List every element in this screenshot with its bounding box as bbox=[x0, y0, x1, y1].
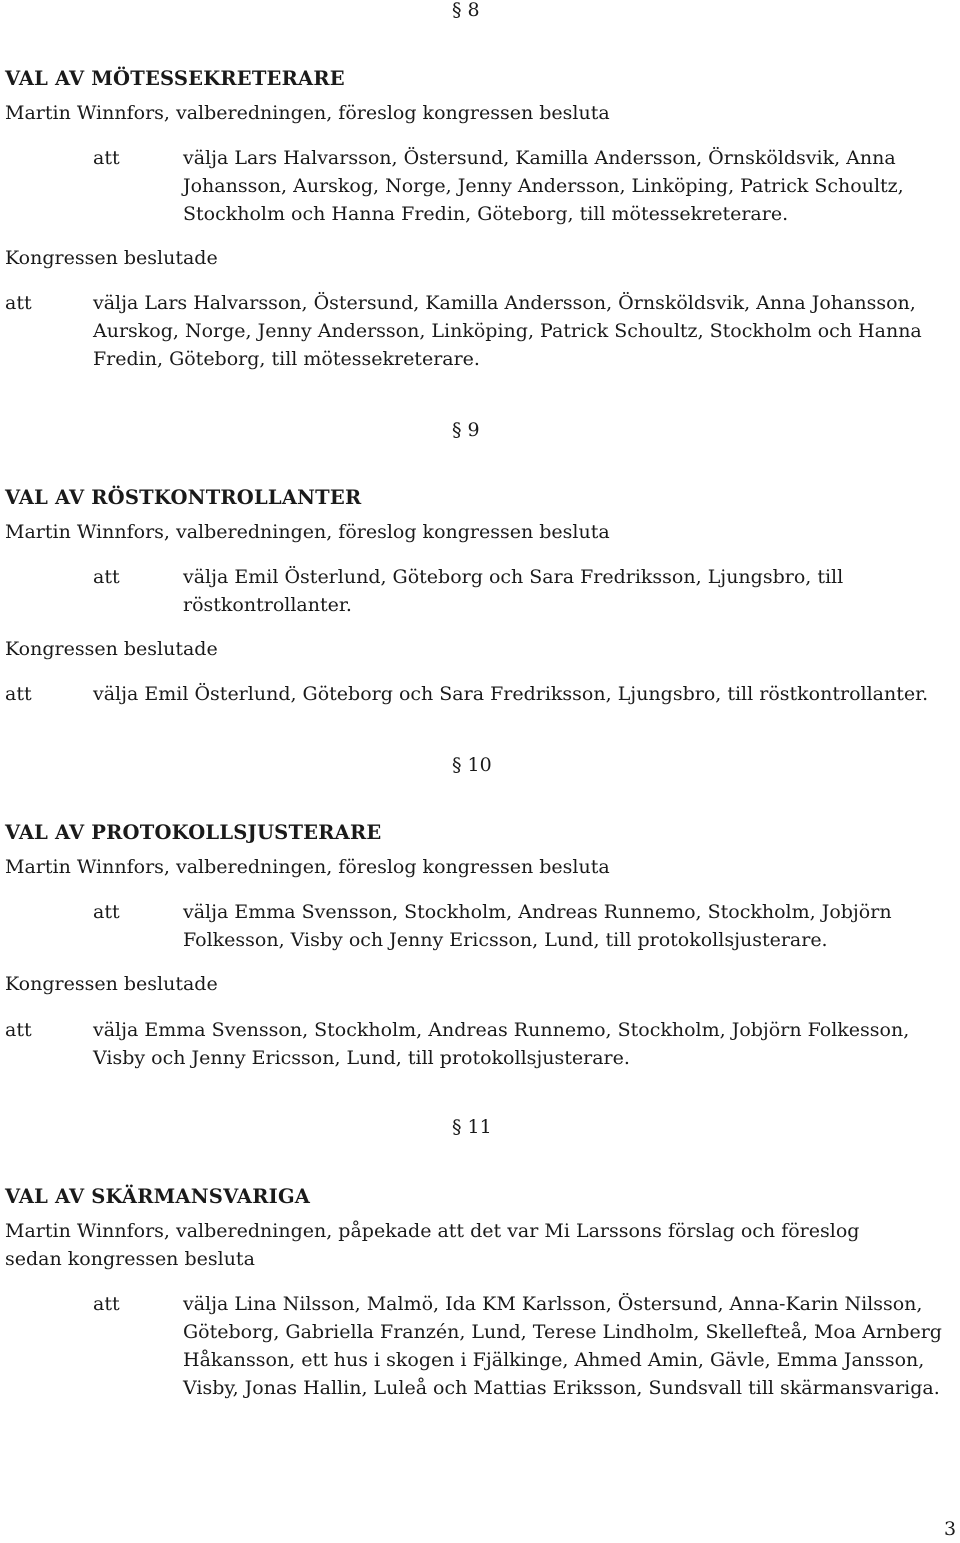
section-number: § 8 bbox=[452, 0, 480, 21]
proposal-att: att bbox=[93, 1293, 120, 1315]
section-title: VAL AV SKÄRMANSVARIGA bbox=[5, 1185, 311, 1208]
decision-text: välja Emma Svensson, Stockholm, Andreas Runnemo, Stockholm, Jobjörn Folkesson, Visby och Jenny Ericsson, Lund, till protokollsjusterare. bbox=[93, 1019, 910, 1069]
section-title: VAL AV PROTOKOLLSJUSTERARE bbox=[5, 821, 382, 844]
section-title: VAL AV RÖSTKONTROLLANTER bbox=[5, 486, 362, 509]
decision-att: att bbox=[5, 1019, 32, 1041]
proposal-text: välja Lina Nilsson, Malmö, Ida KM Karlsson, Östersund, Anna-Karin Nilsson, Göteborg, Gabriella Franzén, Lund, Terese Lindholm, Skellefteå, Moa Arnberg Håkansson, ett hus i skogen i Fjälkinge, Ahmed Amin, Gävle, Emma Jansson, Visby, Jonas Hallin, Luleå och Mattias Eriksson, Sundsvall till skärmansvariga. bbox=[183, 1293, 942, 1399]
proposal-text: välja Lars Halvarsson, Östersund, Kamilla Andersson, Örnsköldsvik, Anna Johansson, Aurskog, Norge, Jenny Andersson, Linköping, Patrick Schoultz, Stockholm och Hanna Fredin, Göteborg, till mötessekreterare. bbox=[183, 147, 904, 225]
decision-att: att bbox=[5, 292, 32, 314]
section-intro: Martin Winnfors, valberedningen, föreslog kongressen besluta bbox=[5, 856, 610, 878]
section-title: VAL AV MÖTESSEKRETERARE bbox=[5, 67, 345, 90]
section-number: § 9 bbox=[452, 419, 480, 441]
decision-heading: Kongressen beslutade bbox=[5, 973, 218, 995]
proposal-text: välja Emil Österlund, Göteborg och Sara Fredriksson, Ljungsbro, till röstkontrollanter. bbox=[183, 566, 844, 616]
section-number: § 11 bbox=[452, 1116, 492, 1138]
section-intro: Martin Winnfors, valberedningen, föreslog kongressen besluta bbox=[5, 102, 610, 124]
proposal-att: att bbox=[93, 147, 120, 169]
decision-heading: Kongressen beslutade bbox=[5, 247, 218, 269]
decision-text: välja Lars Halvarsson, Östersund, Kamilla Andersson, Örnsköldsvik, Anna Johansson, Aurskog, Norge, Jenny Andersson, Linköping, Patrick Schoultz, Stockholm och Hanna Fredin, Göteborg, till mötessekreterare. bbox=[93, 292, 922, 370]
section-intro: Martin Winnfors, valberedningen, föreslog kongressen besluta bbox=[5, 521, 610, 543]
proposal-att: att bbox=[93, 901, 120, 923]
proposal-att: att bbox=[93, 566, 120, 588]
section-number: § 10 bbox=[452, 754, 492, 776]
page-number: 3 bbox=[944, 1518, 957, 1540]
decision-heading: Kongressen beslutade bbox=[5, 638, 218, 660]
decision-att: att bbox=[5, 683, 32, 705]
section-intro: Martin Winnfors, valberedningen, påpekade att det var Mi Larssons förslag och föreslog sedan kongressen besluta bbox=[5, 1220, 860, 1270]
decision-text: välja Emil Österlund, Göteborg och Sara Fredriksson, Ljungsbro, till röstkontrollanter. bbox=[93, 683, 929, 705]
proposal-text: välja Emma Svensson, Stockholm, Andreas Runnemo, Stockholm, Jobjörn Folkesson, Visby och Jenny Ericsson, Lund, till protokollsjusterare. bbox=[183, 901, 892, 951]
